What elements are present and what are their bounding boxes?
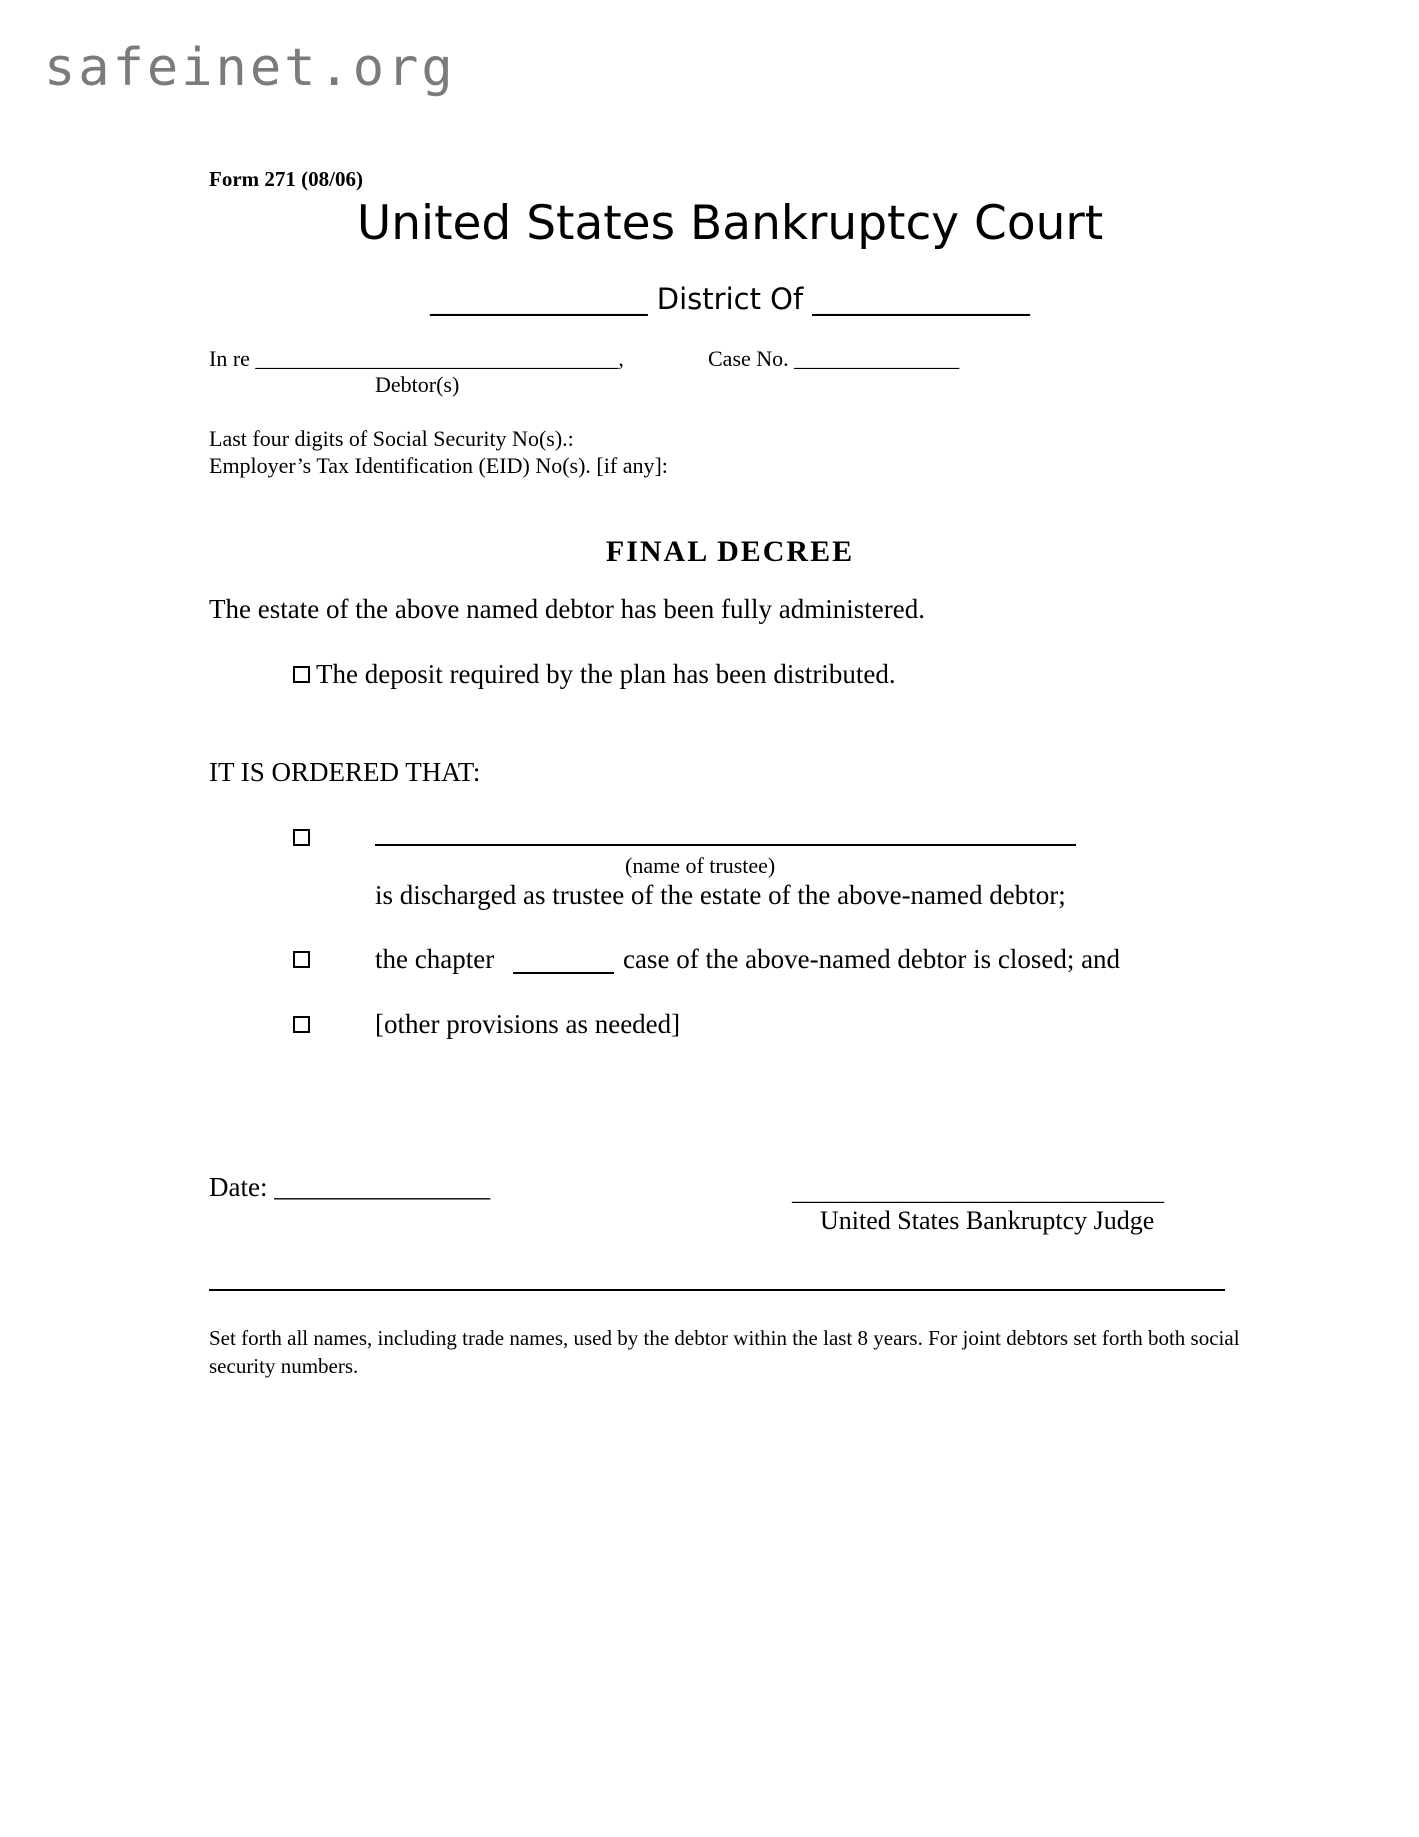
- estate-statement: The estate of the above named debtor has been fully administered.: [209, 594, 925, 624]
- footnote-divider: [209, 1289, 1225, 1291]
- debtor-label: Debtor(s): [375, 372, 460, 397]
- other-checkbox[interactable]: [293, 1016, 310, 1033]
- trustee-name-line: [375, 844, 1076, 846]
- decree-title: FINAL DECREE: [605, 535, 855, 568]
- ordered-heading: IT IS ORDERED THAT:: [209, 757, 481, 787]
- chapter-checkbox[interactable]: [293, 951, 310, 968]
- other-provisions: [other provisions as needed]: [375, 1009, 681, 1039]
- ssn-label: Last four digits of Social Security No(s).:: [209, 426, 574, 451]
- case-no-line: Case No. _______________: [708, 346, 960, 371]
- chapter-suffix: case of the above-named debtor is closed; and: [623, 944, 1121, 974]
- ein-label: Employer’s Tax Identification (EID) No(s). [if any]:: [209, 453, 668, 478]
- trustee-caption: (name of trustee): [625, 853, 776, 878]
- watermark: safeinet.org: [44, 38, 456, 98]
- form-number: Form 271 (08/06): [209, 167, 363, 191]
- judge-title: United States Bankruptcy Judge: [820, 1206, 1155, 1235]
- deposit-checkbox[interactable]: [293, 666, 310, 683]
- in-re-line: In re _________________________________,: [209, 346, 624, 371]
- trustee-checkbox[interactable]: [293, 829, 310, 846]
- judge-signature-line: _______________________________: [792, 1180, 1164, 1206]
- district-line: _______________ District Of _______________: [430, 282, 1030, 316]
- court-title: United States Bankruptcy Court: [356, 196, 1104, 251]
- chapter-prefix: the chapter: [375, 944, 495, 974]
- deposit-statement: The deposit required by the plan has been distributed.: [316, 659, 896, 689]
- chapter-number-line: [513, 972, 614, 974]
- date-line: Date: ________________: [209, 1172, 491, 1202]
- trustee-discharge: is discharged as trustee of the estate of the above-named debtor;: [375, 880, 1066, 910]
- footnote: Set forth all names, including trade names, used by the debtor within the last 8 years. For joint debtors set forth both social security numbers.: [209, 1326, 1240, 1378]
